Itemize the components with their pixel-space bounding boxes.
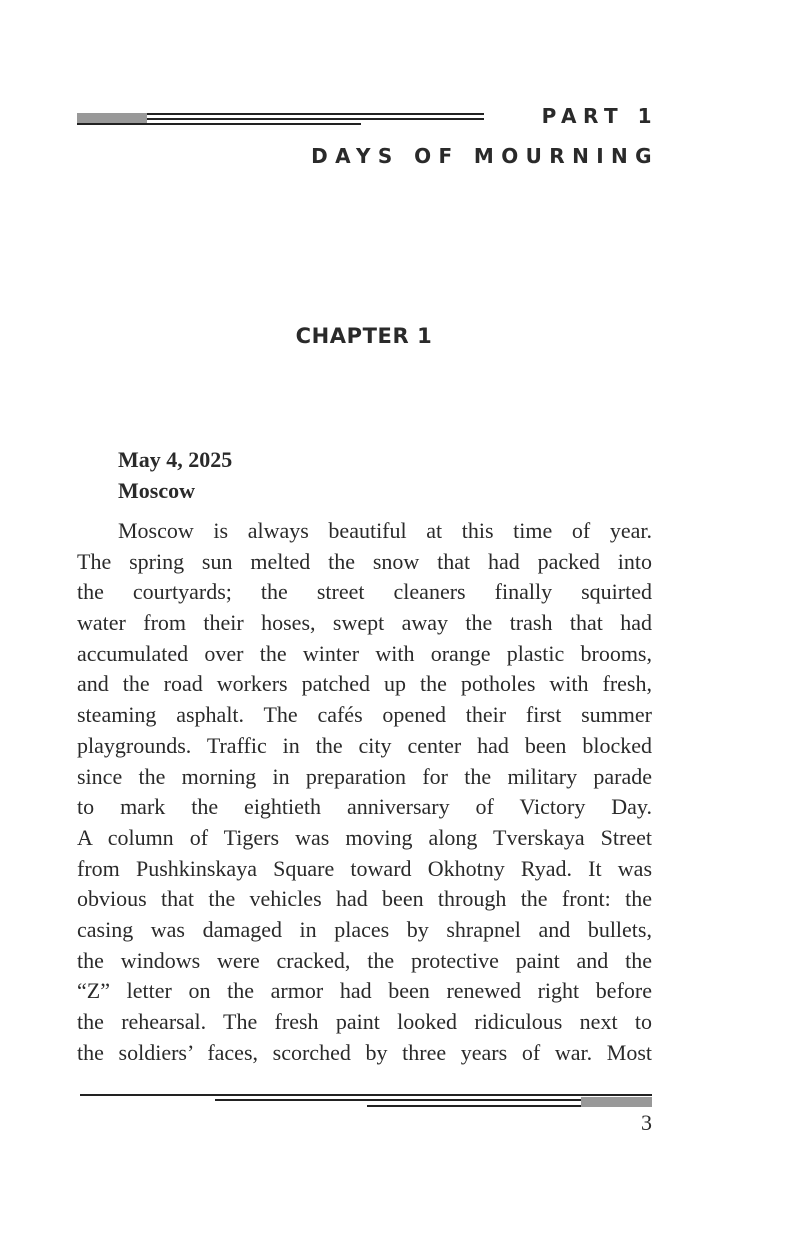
dateline-place: Moscow bbox=[118, 478, 195, 503]
chapter-title: CHAPTER 1 bbox=[295, 324, 433, 348]
body-line: the windows were cracked, the protective paint and the bbox=[77, 947, 652, 973]
dateline bbox=[118, 444, 232, 506]
part-title: DAYS OF MOURNING bbox=[311, 144, 659, 168]
body-line: steaming asphalt. The cafés opened their first summer bbox=[77, 702, 652, 728]
body-line: obvious that the vehicles had been through the front: the bbox=[77, 886, 652, 912]
page-number: 3 bbox=[641, 1110, 652, 1135]
body-line: the courtyards; the street cleaners finally squirted bbox=[77, 579, 652, 605]
body-line: A column of Tigers was moving along Tverskaya Street bbox=[77, 824, 652, 850]
body-line: casing was damaged in places by shrapnel and bullets, bbox=[77, 916, 652, 942]
body-line: playgrounds. Traffic in the city center had been blocked bbox=[77, 732, 652, 758]
body-line: to mark the eightieth anniversary of Victory Day. bbox=[77, 794, 652, 820]
body-line: the soldiers’ faces, scorched by three years of war. Most bbox=[77, 1039, 652, 1065]
body-line: from Pushkinskaya Square toward Okhotny Ryad. It was bbox=[77, 855, 652, 881]
body-line: The spring sun melted the snow that had packed into bbox=[77, 548, 652, 574]
body-line: the rehearsal. The fresh paint looked ridiculous next to bbox=[77, 1009, 652, 1034]
body-line: water from their hoses, swept away the trash that had bbox=[77, 610, 652, 636]
body-line: Moscow is always beautiful at this time of year. bbox=[118, 518, 652, 543]
body-line: “Z” letter on the armor had been renewed right before bbox=[77, 978, 652, 1004]
body-text bbox=[77, 516, 652, 1068]
part-label: PART 1 bbox=[541, 104, 658, 128]
body-line: accumulated over the winter with orange plastic brooms, bbox=[77, 640, 652, 666]
dateline-date: May 4, 2025 bbox=[118, 447, 233, 472]
body-line: and the road workers patched up the potholes with fresh, bbox=[77, 671, 652, 697]
body-line: since the morning in preparation for the military parade bbox=[77, 763, 652, 789]
